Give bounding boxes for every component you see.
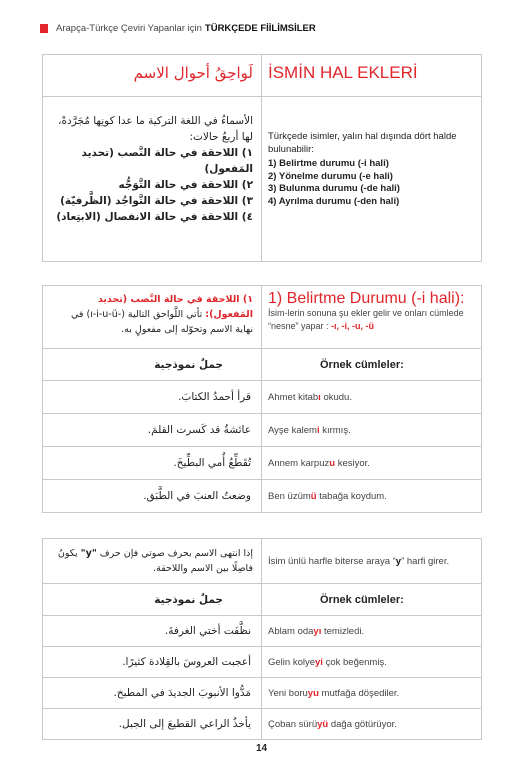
arabic-example: يأخذُ الراعي القطيعَ إلى الجبل.: [43, 709, 262, 740]
example-text: kırmış.: [319, 424, 351, 436]
turkish-examples-header: Örnek cümleler:: [262, 584, 482, 616]
example-text: Gelin kolye: [268, 656, 315, 668]
arabic-buffer-text: إذا انتهى الاسم بحرف صوتي فإن حرف: [99, 548, 253, 559]
turkish-case-item: 2) Yönelme durumu (-e hali): [268, 170, 393, 182]
example-row: [43, 381, 482, 414]
example-text: dağa götürüyor.: [328, 718, 397, 730]
arabic-overview-cell: [43, 97, 262, 262]
example-text: Çoban sürü: [268, 718, 318, 730]
arabic-examples-header: جملٌ نموذجية: [43, 349, 262, 381]
arabic-case-item: ٣) اللاحقة في حالة التَّواجُد (الظَّرفيّة): [60, 195, 253, 207]
example-text: mutfağa döşediler.: [318, 687, 400, 699]
turkish-example: [262, 647, 482, 678]
arabic-intro: الأسماءُ في اللغة التركية ما عدا كونِها مُجَرَّدةً، لها أربعُ حالات:: [58, 115, 253, 143]
suffix-highlight: u: [329, 457, 336, 469]
suffix-highlight: yu: [307, 687, 319, 699]
turkish-overview-cell: [262, 97, 482, 262]
example-text: Annem karpuz: [268, 457, 330, 469]
example-row: [43, 480, 482, 513]
arabic-accusative-heading: ١) اللاحقة في حالة النَّصب (تحديد المَفعول):: [97, 294, 253, 320]
turkish-suffix-list: -ı, -i, -u, -ü: [331, 321, 375, 331]
turkish-buffer-explanation: [262, 539, 482, 584]
red-square-marker: [40, 24, 48, 33]
suffix-highlight: yi: [315, 656, 323, 668]
turkish-accusative-heading: 1) Belirtme Durumu (-i hali):: [268, 290, 465, 307]
arabic-case-item: ١) اللاحقة في حالة النَّصب (تحديد المَفعول): [81, 147, 253, 175]
arabic-example: أعجبت العروسَ بالقِلادة كثيرًا.: [43, 647, 262, 678]
example-text: Yeni boru: [268, 687, 308, 699]
example-text: Ahmet kitab: [268, 391, 319, 403]
arabic-example: عائشةُ قد كَسرت القلمَ.: [43, 414, 262, 447]
buffer-letter-y: y: [395, 555, 402, 567]
turkish-example: [262, 480, 482, 513]
header-title-bold: TÜRKÇEDE FİİLİMSİLER: [204, 22, 316, 34]
turkish-intro: Türkçede isimler, yalın hal dışında dört halde bulunabilir:: [268, 131, 457, 155]
noun-cases-overview-table: [42, 54, 482, 262]
running-header: [40, 21, 316, 35]
example-text: kesiyor.: [335, 457, 370, 469]
turkish-section-title: İSMİN HAL EKLERİ: [262, 55, 482, 97]
arabic-accusative-explanation: [43, 286, 262, 349]
turkish-case-item: 3) Bulunma durumu (-de hali): [268, 183, 400, 194]
arabic-example: وضعتُ العنبَ في الطَّبَق.: [43, 480, 262, 513]
turkish-buffer-text: İsim ünlü harfle biterse araya “: [268, 555, 396, 567]
turkish-example: [262, 709, 482, 740]
header-title-normal: Arapça-Türkçe Çeviri Yapanlar için: [56, 22, 202, 34]
arabic-accusative-text: تأتي اللَّواحق التالية (-ı-i-u-ü) في نهاية الاسم وتحوّله إلى مفعولٍ به.: [70, 309, 253, 335]
arabic-case-item: ٤) اللاحقة في حالة الانفصال (الابتِعاد): [56, 211, 253, 223]
turkish-buffer-text: ” harfi girer.: [401, 555, 450, 567]
turkish-examples-header: Örnek cümleler:: [262, 349, 482, 381]
suffix-highlight: ı: [318, 391, 321, 403]
buffer-y-table: [42, 538, 482, 740]
suffix-highlight: yü: [317, 718, 329, 730]
arabic-example: مَدُّوا الأنبوبَ الجديدَ في المطبخ.: [43, 678, 262, 709]
turkish-example: [262, 414, 482, 447]
turkish-case-item: 1) Belirtme durumu (-i hali): [268, 158, 389, 169]
example-row: [43, 709, 482, 740]
example-row: [43, 647, 482, 678]
example-row: [43, 414, 482, 447]
accusative-case-table: [42, 285, 482, 513]
turkish-example: [262, 616, 482, 647]
example-row: [43, 678, 482, 709]
suffix-highlight: yı: [313, 625, 322, 637]
arabic-case-item: ٢) اللاحقة في حالة التَّوَجُّه: [118, 179, 253, 191]
arabic-section-title: لَواحِقُ أحوال الاسم: [43, 55, 262, 97]
example-text: Ayşe kalem: [268, 424, 317, 436]
turkish-example: [262, 447, 482, 480]
example-text: tabağa koydum.: [316, 490, 387, 502]
example-row: [43, 447, 482, 480]
arabic-example: قرأ أحمدُ الكتابَ.: [43, 381, 262, 414]
arabic-example: تُقَطِّعُ أُمي البطِّيخَ.: [43, 447, 262, 480]
page-number: 14: [255, 743, 268, 754]
arabic-buffer-explanation: [43, 539, 262, 584]
example-row: [43, 616, 482, 647]
example-text: Ben üzüm: [268, 490, 311, 502]
turkish-accusative-text: İsim-lerin sonuna şu ekler gelir ve onları cümlede “nesne” yapar :: [268, 308, 464, 331]
turkish-case-item: 4) Ayrılma durumu (-den hali): [268, 195, 400, 207]
arabic-buffer-letter: "y": [80, 548, 97, 559]
arabic-buffer-text: يكونُ فاصِلًا بين الاسم واللاحقة.: [57, 548, 253, 574]
turkish-example: [262, 381, 482, 414]
suffix-highlight: ü: [310, 490, 317, 502]
turkish-example: [262, 678, 482, 709]
suffix-highlight: i: [316, 424, 320, 436]
example-text: Ablam oda: [268, 625, 314, 637]
example-text: çok beğenmiş.: [322, 656, 387, 668]
example-text: temizledi.: [321, 625, 365, 637]
arabic-example: نظَّفَت أختي الغرفةَ.: [43, 616, 262, 647]
turkish-accusative-explanation: [262, 286, 482, 349]
example-text: okudu.: [320, 391, 352, 403]
arabic-examples-header: جملٌ نموذجية: [43, 584, 262, 616]
